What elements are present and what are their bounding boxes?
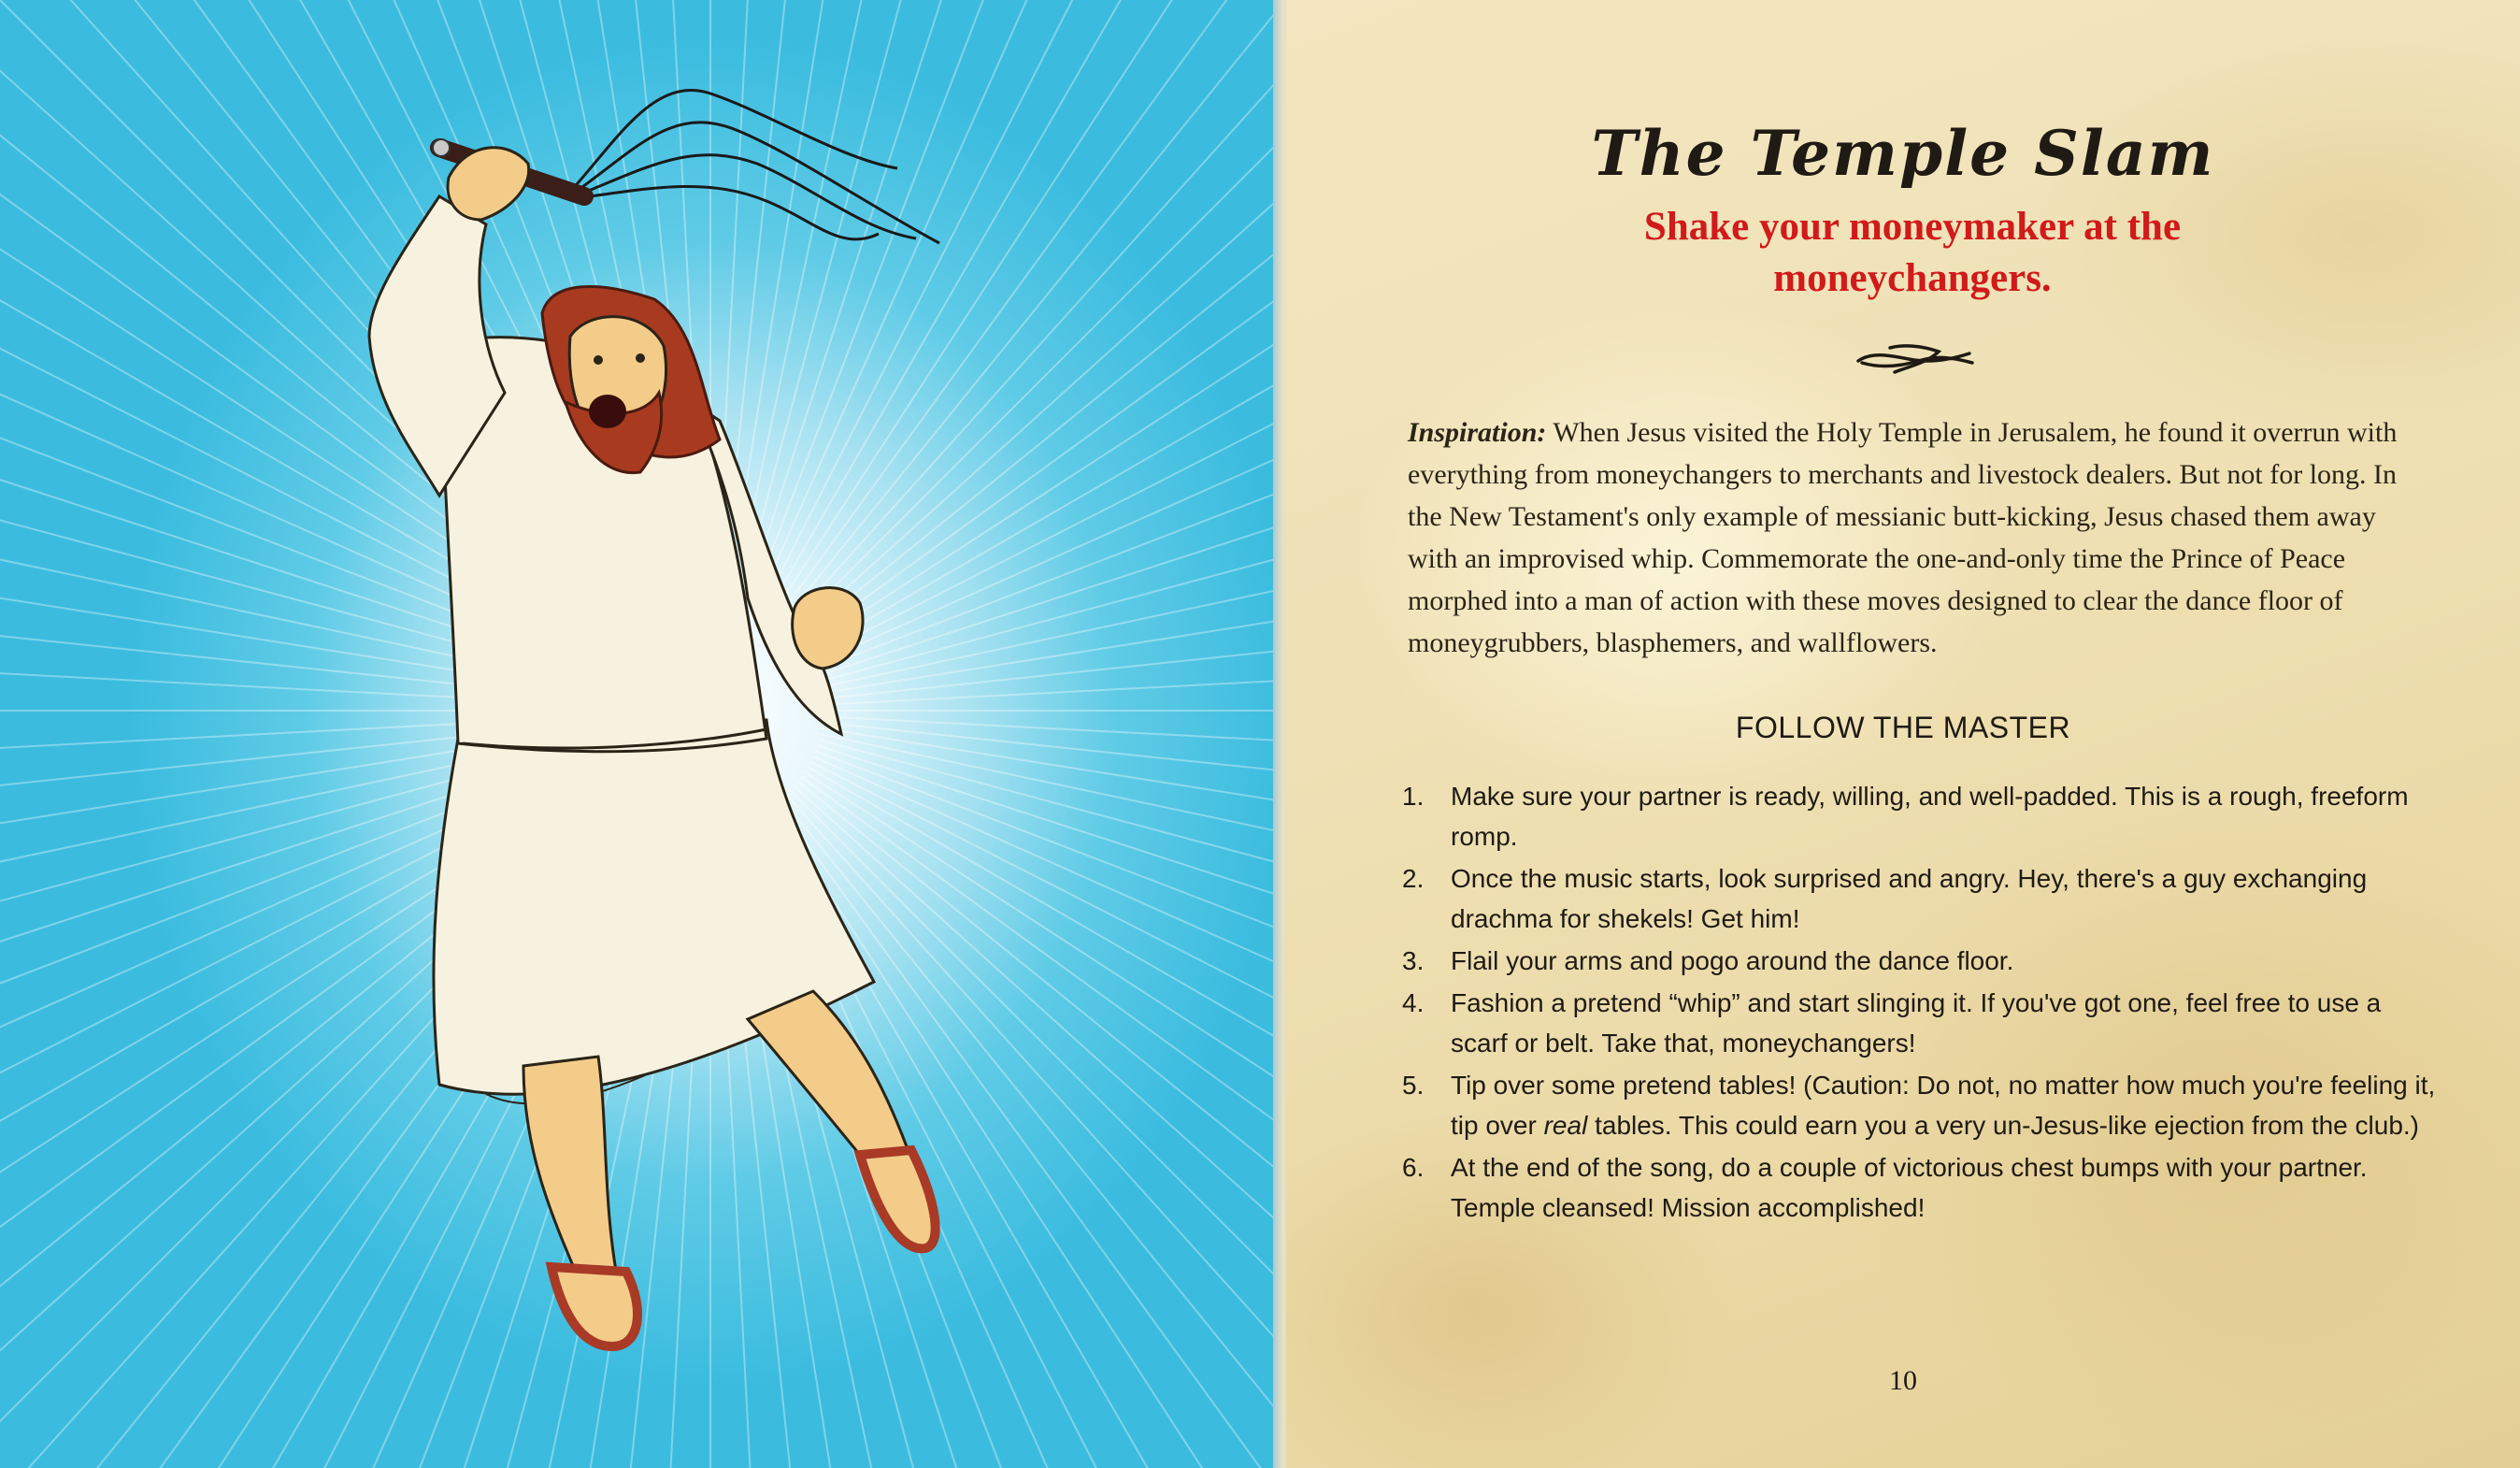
step-number: 5. bbox=[1402, 1071, 1425, 1100]
step-text: Once the music starts, look surprised and angry. Hey, there's a guy exchanging drachma for shekels! Get him! bbox=[1451, 864, 2368, 933]
steps-list bbox=[1402, 776, 2440, 1230]
step-text-before: Tip over some pretend tables! (Caution: Do not, no matter how much you're feeling it, tip over bbox=[1451, 1071, 2436, 1140]
section-heading: FOLLOW THE MASTER bbox=[1735, 711, 2071, 744]
list-item bbox=[1402, 776, 2440, 856]
inspiration-text: When Jesus visited the Holy Temple in Jerusalem, he found it overrun with everything from moneychangers to merchants and livestock dealers. But not for long. In the New Testament's only example of messianic butt-kicking, Jesus chased them away with an improvised whip. Commemorate the one-and-only time the Prince of Peace morphed into a man of action with these moves designed to clear the dance floor of moneygrubbers, blasphemers, and wallflowers. bbox=[1408, 417, 2398, 658]
list-item bbox=[1402, 1147, 2440, 1228]
right-page bbox=[1286, 0, 2520, 1468]
flourish-ornament-icon bbox=[1853, 335, 1980, 381]
step-number: 1. bbox=[1402, 782, 1425, 811]
inspiration-paragraph bbox=[1408, 411, 2408, 664]
step-number: 3. bbox=[1402, 946, 1425, 975]
step-number: 4. bbox=[1402, 988, 1425, 1017]
step-text-after: tables. This could earn you a very un-Jesus-like ejection from the club.) bbox=[1587, 1111, 2419, 1140]
step-number: 6. bbox=[1402, 1153, 1425, 1182]
list-item bbox=[1402, 858, 2440, 939]
list-item bbox=[1402, 983, 2440, 1063]
list-item bbox=[1402, 941, 2440, 981]
step-text: Fashion a pretend “whip” and start slinging it. If you've got one, feel free to use a scarf or belt. Take that, moneychangers! bbox=[1451, 988, 2382, 1058]
step-text: Flail your arms and pogo around the dance floor. bbox=[1451, 946, 2014, 975]
list-item bbox=[1402, 1065, 2440, 1145]
step-text: Make sure your partner is ready, willing, and well-padded. This is a rough, freeform romp. bbox=[1451, 782, 2409, 851]
step-text: At the end of the song, do a couple of victorious chest bumps with your partner. Temple cleansed! Mission accomplished! bbox=[1451, 1153, 2368, 1222]
page-number: 10 bbox=[1889, 1365, 1917, 1396]
step-number: 2. bbox=[1402, 864, 1425, 893]
page-title: The Temple Slam bbox=[1591, 117, 2215, 190]
step-text-italic: real bbox=[1543, 1111, 1588, 1140]
inspiration-label: Inspiration: bbox=[1408, 417, 1547, 448]
page-subtitle: Shake your moneymaker at the moneychangers. bbox=[1643, 205, 2182, 300]
whip-lashes-icon bbox=[570, 91, 939, 243]
